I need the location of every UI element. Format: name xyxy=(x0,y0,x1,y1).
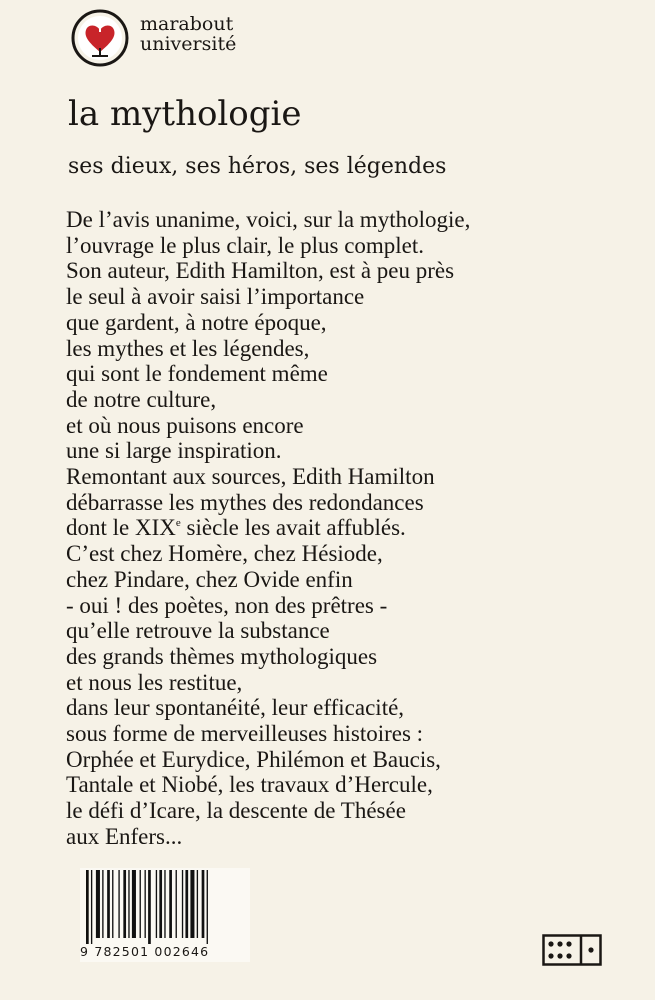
blurb-line: l’ouvrage le plus clair, le plus complet. xyxy=(66,232,425,258)
blurb-line: les mythes et les légendes, xyxy=(66,335,310,361)
blurb-text xyxy=(66,207,636,850)
blurb-line: des grands thèmes mythologiques xyxy=(66,643,378,669)
blurb-line: et nous les restitue, xyxy=(66,669,243,695)
blurb-line: aux Enfers... xyxy=(66,823,183,849)
blurb-line: Orphée et Eurydice, Philémon et Baucis, xyxy=(66,746,441,772)
blurb-line: - oui ! des poètes, non des prêtres - xyxy=(66,592,388,618)
marabout-heart-logo-icon xyxy=(70,8,130,68)
blurb-line: Tantale et Niobé, les travaux d’Hercule, xyxy=(66,772,433,798)
book-title: la mythologie xyxy=(68,94,302,134)
blurb-line: et où nous puisons encore xyxy=(66,412,304,438)
century-prefix: dont le XIX xyxy=(66,515,176,541)
publisher-line-2: université xyxy=(140,33,237,55)
century-superscript: e xyxy=(175,517,181,530)
blurb-line: Remontant aux sources, Edith Hamilton xyxy=(66,464,435,490)
barcode-bars-icon xyxy=(80,868,250,944)
blurb-line: qu’elle retrouve la substance xyxy=(66,618,330,644)
publisher-line-1: marabout xyxy=(140,13,234,35)
blurb-line: le défi d’Icare, la descente de Thésée xyxy=(66,798,406,824)
blurb-line: dans leur spontanéité, leur efficacité, xyxy=(66,695,405,721)
blurb-line: chez Pindare, chez Ovide enfin xyxy=(66,566,353,592)
blurb-line: que gardent, à notre époque, xyxy=(66,309,327,335)
blurb-line: sous forme de merveilleuses histoires : xyxy=(66,721,424,747)
blurb-line-century xyxy=(66,515,636,541)
blurb-line: une si large inspiration. xyxy=(66,438,282,464)
blurb-line: de notre culture, xyxy=(66,386,217,412)
blurb-line: C’est chez Homère, chez Hésiode, xyxy=(66,541,383,567)
blurb-line: Son auteur, Edith Hamilton, est à peu près xyxy=(66,258,455,284)
book-subtitle: ses dieux, ses héros, ses légendes xyxy=(68,154,447,179)
blurb-line: débarrasse les mythes des redondances xyxy=(66,489,424,515)
blurb-line: De l’avis unanime, voici, sur la mythologie, xyxy=(66,207,471,232)
publisher-name xyxy=(140,14,236,54)
blurb-line: qui sont le fondement même xyxy=(66,361,328,387)
isbn-number: 9 782501 002646 xyxy=(80,944,210,959)
century-suffix: siècle les avait affublés. xyxy=(180,515,406,541)
price-code-dots-icon xyxy=(542,934,602,966)
blurb-line: le seul à avoir saisi l’importance xyxy=(66,284,365,310)
